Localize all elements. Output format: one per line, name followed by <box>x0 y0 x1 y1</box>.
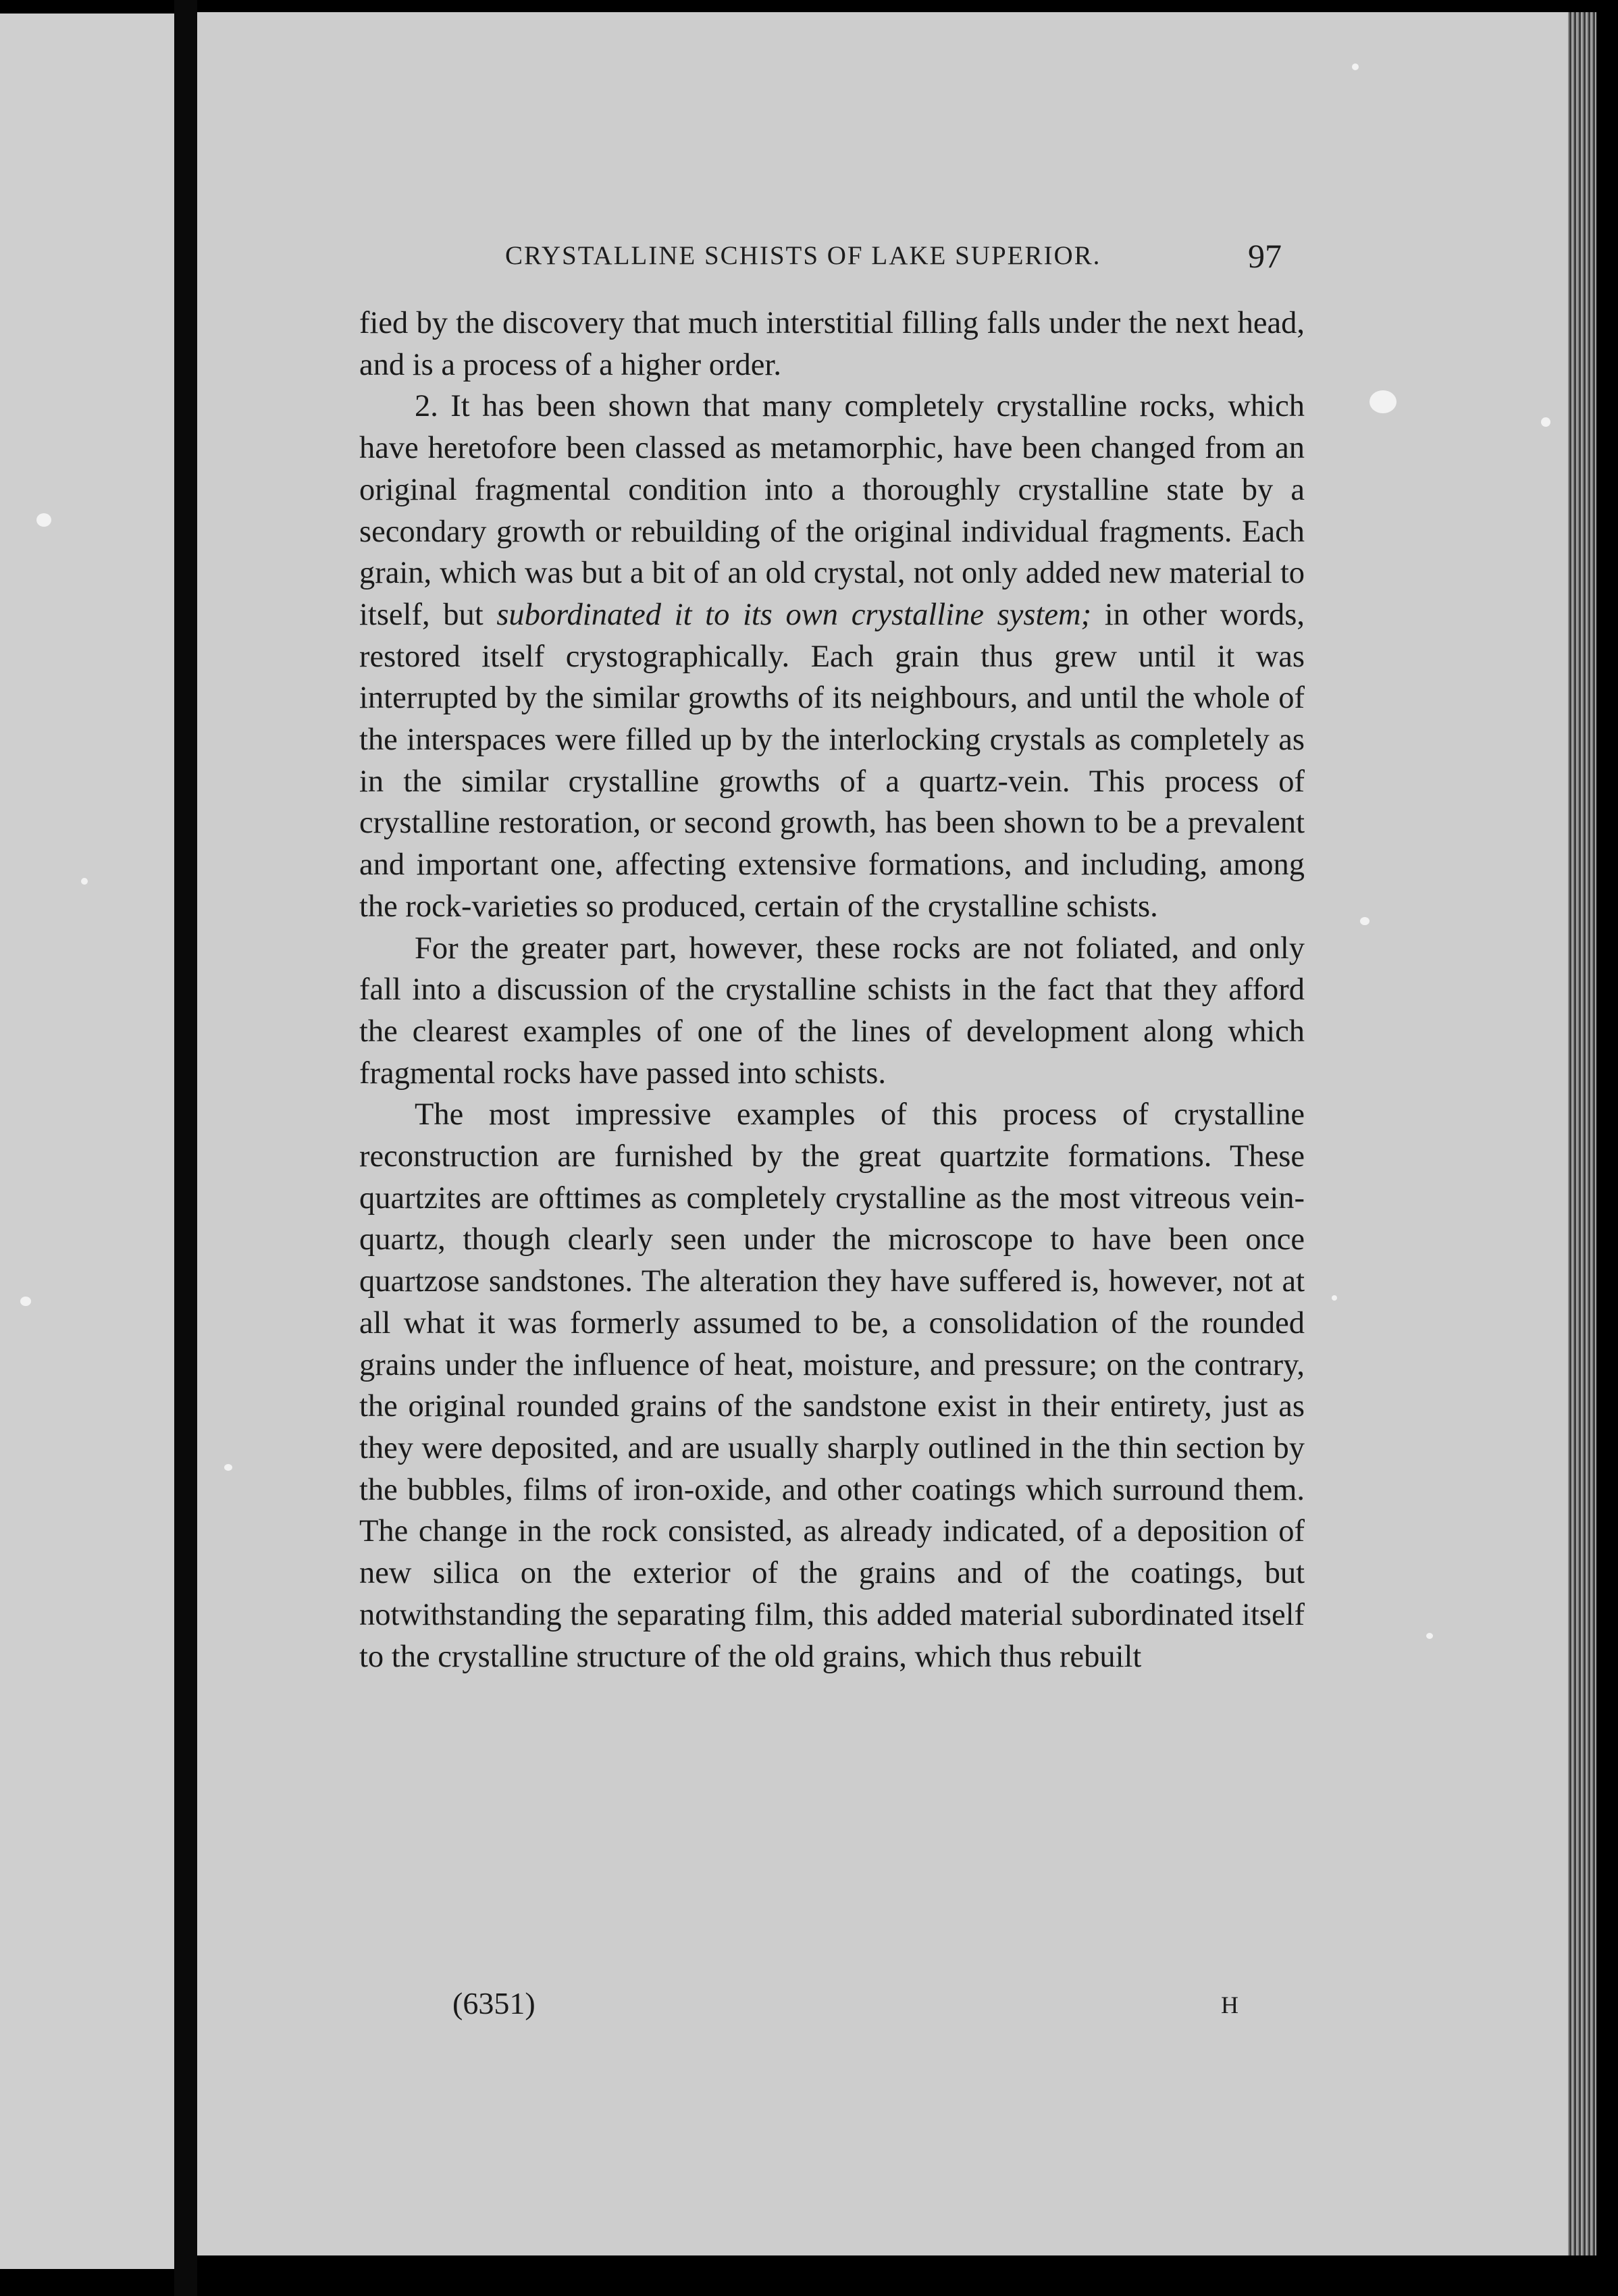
dust-speck <box>36 513 51 527</box>
dust-speck <box>1352 63 1359 70</box>
dust-speck <box>20 1297 31 1306</box>
paragraph-continued: fied by the discovery that much interstitial filling falls under the next head, and is a process of a higher order. <box>359 306 1305 382</box>
dust-speck <box>1332 1295 1337 1301</box>
dust-speck <box>81 878 88 885</box>
italic-phrase: subordinated it to its own crystalline system; <box>496 597 1092 632</box>
signature-mark: H <box>1221 1991 1238 2018</box>
printer-signature: (6351) <box>452 1986 536 2020</box>
page-number: 97 <box>1248 237 1282 275</box>
dust-speck <box>1369 390 1397 413</box>
dust-speck <box>1541 417 1550 427</box>
dust-speck <box>224 1464 232 1471</box>
book-gutter <box>174 0 197 2296</box>
dust-speck <box>1426 1633 1433 1639</box>
left-page-edge <box>0 14 174 2269</box>
page-stack-edge <box>1568 12 1596 2255</box>
paragraph-quartzite: The most impressive examples of this process of crystalline reconstruction are furnished by the great quartzite formations. These quartzites are ofttimes as completely crystalline as the most vitreous vein-quartz, though clearly seen under the microscope to have been once quartzose sandstones. The alteration they have suffered is, however, not at all what it was formerly assumed to be, a consolidation of the rounded grains under the influence of heat, moisture, and pressure; on the contrary, the original rounded grains of the sandstone exist in their entirety, just as they were deposited, and are usually sharply outlined in the thin section by the bubbles, films of iron-oxide, and other coatings which surround them. The change in the rock consisted, as already indicated, of a deposition of new silica on the exterior of the grains and of the coatings, but notwithstanding the separating film, this added material subordinated itself to the crystalline structure of the old grains, which thus rebuilt <box>359 1097 1305 1674</box>
paragraph-text: in other words, restored itself crystographically. Each grain thus grew until it was interrupted by the similar growths of its neighbours, and until the whole of the interspaces were filled up by the interlocking crystals as completely as in the similar crystalline growths of a quartz-vein. This process of crystalline restoration, or second growth, has been shown to be a prevalent and important one, affecting extensive formations, and including, among the rock-varieties so produced, certain of the crystalline schists. <box>359 597 1305 924</box>
dust-speck <box>1360 917 1369 925</box>
paragraph-text: 2. It has been shown that many completely crystalline rocks, which have heretofore been classed as metamorphic, have been changed from an original fragmental condition into a thoroughly crystalline state by a secondary growth or rebuilding of the original individual fragments. Each grain, which was but a bit of an old crystal, not only added new material to itself, but <box>359 389 1305 632</box>
paragraph-foliation: For the greater part, however, these rocks are not foliated, and only fall into a discussion of the crystalline schists in the fact that they afford the clearest examples of one of the lines of development along which fragmental rocks have passed into schists. <box>359 931 1305 1091</box>
paragraph-second-growth <box>359 386 1305 927</box>
running-title: CRYSTALLINE SCHISTS OF LAKE SUPERIOR. <box>505 241 1101 270</box>
body-text <box>359 303 1305 1677</box>
